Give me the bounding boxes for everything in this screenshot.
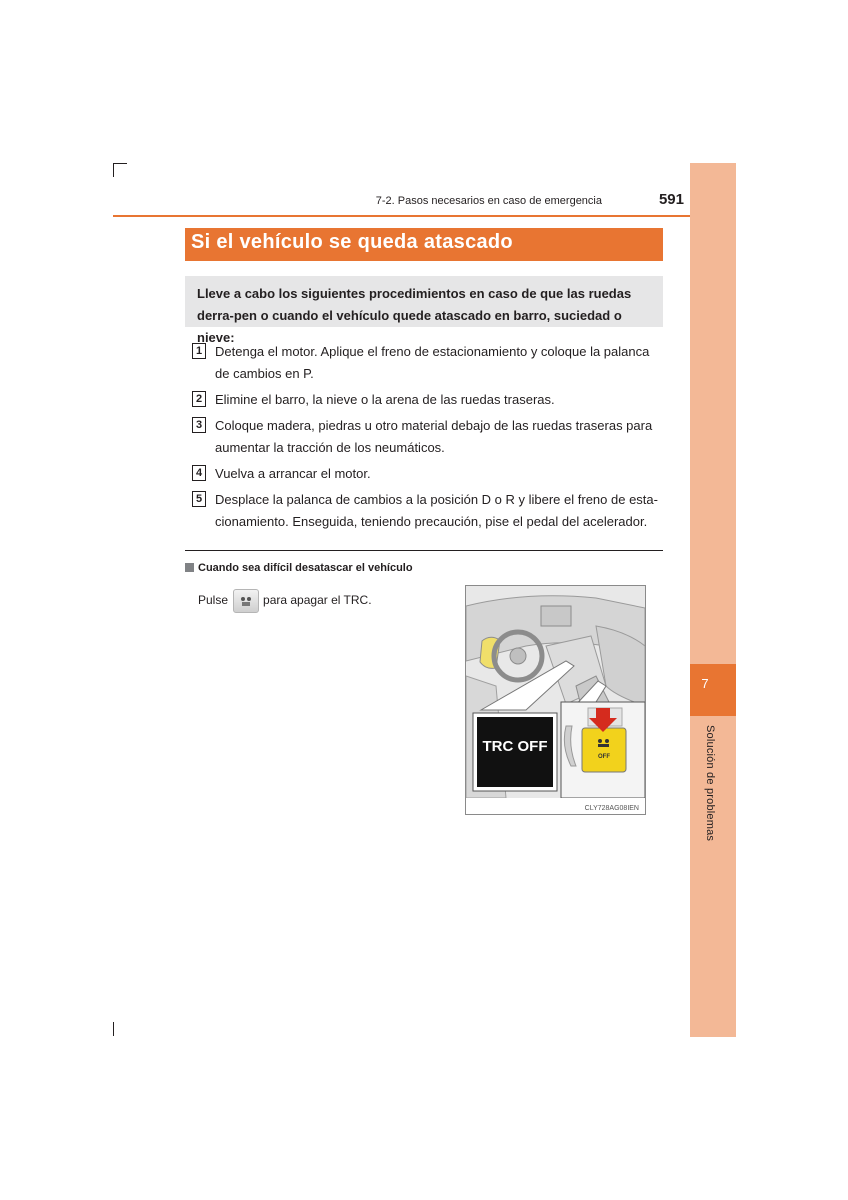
- trc-button-label: OFF: [598, 754, 610, 760]
- chapter-tab-strip: [690, 163, 736, 1037]
- step-text: Elimine el barro, la nieve o la arena de las ruedas traseras.: [215, 392, 555, 407]
- crop-mark: [113, 163, 114, 177]
- crop-mark: [113, 163, 127, 164]
- subsection-heading: [185, 562, 413, 574]
- steps-list: [192, 341, 664, 537]
- step-item: [192, 489, 664, 533]
- dashboard-illustration: [465, 585, 646, 815]
- step-text: Detenga el motor. Aplique el freno de estacionamiento y coloque la palanca de cambios en P.: [215, 344, 650, 381]
- step-number: 2: [192, 391, 206, 407]
- step-item: [192, 341, 664, 385]
- step-number: 3: [192, 417, 206, 433]
- trc-off-button-icon: [233, 589, 259, 613]
- intro-box: [185, 276, 663, 345]
- subsection-heading-text: Cuando sea difícil desatascar el vehículo: [198, 562, 413, 574]
- header-rule: [113, 215, 736, 217]
- chapter-heading: 7-2. Pasos necesarios en caso de emergencia: [375, 195, 602, 207]
- chapter-tab-label: Solución de problemas: [704, 725, 716, 842]
- step-text: Coloque madera, piedras u otro material debajo de las ruedas traseras para aumentar la tracción de los neumáticos.: [215, 418, 653, 455]
- instruction-after: para apagar el TRC.: [263, 593, 372, 607]
- step-number: 5: [192, 491, 206, 507]
- trc-instruction: [198, 588, 372, 613]
- figure-code: CLY728AG08IEN: [584, 805, 639, 812]
- step-text: Desplace la palanca de cambios a la posición D o R y libere el freno de esta-cionamiento. Enseguida, teniendo precaución, pise el pedal del acelerador.: [215, 492, 658, 529]
- section-title: Si el vehículo se queda atascado: [185, 228, 663, 261]
- instruction-before: Pulse: [198, 593, 229, 607]
- crop-mark: [113, 1022, 114, 1036]
- step-item: [192, 463, 664, 485]
- intro-text: Lleve a cabo los siguientes procedimientos en caso de que las ruedas derra-pen o cuando el vehículo quede atascado en barro, suciedad o nieve:: [197, 286, 632, 345]
- dashboard-drawing: [466, 586, 645, 798]
- step-number: 4: [192, 465, 206, 481]
- chapter-tab-number: 7: [701, 676, 709, 691]
- step-item: [192, 415, 664, 459]
- step-text: Vuelva a arrancar el motor.: [215, 466, 371, 481]
- section-divider: [185, 550, 663, 551]
- step-number: 1: [192, 343, 206, 359]
- trc-off-indicator: TRC OFF: [482, 738, 548, 755]
- page-number: 591: [658, 191, 684, 208]
- square-bullet-icon: [185, 563, 194, 572]
- step-item: [192, 389, 664, 411]
